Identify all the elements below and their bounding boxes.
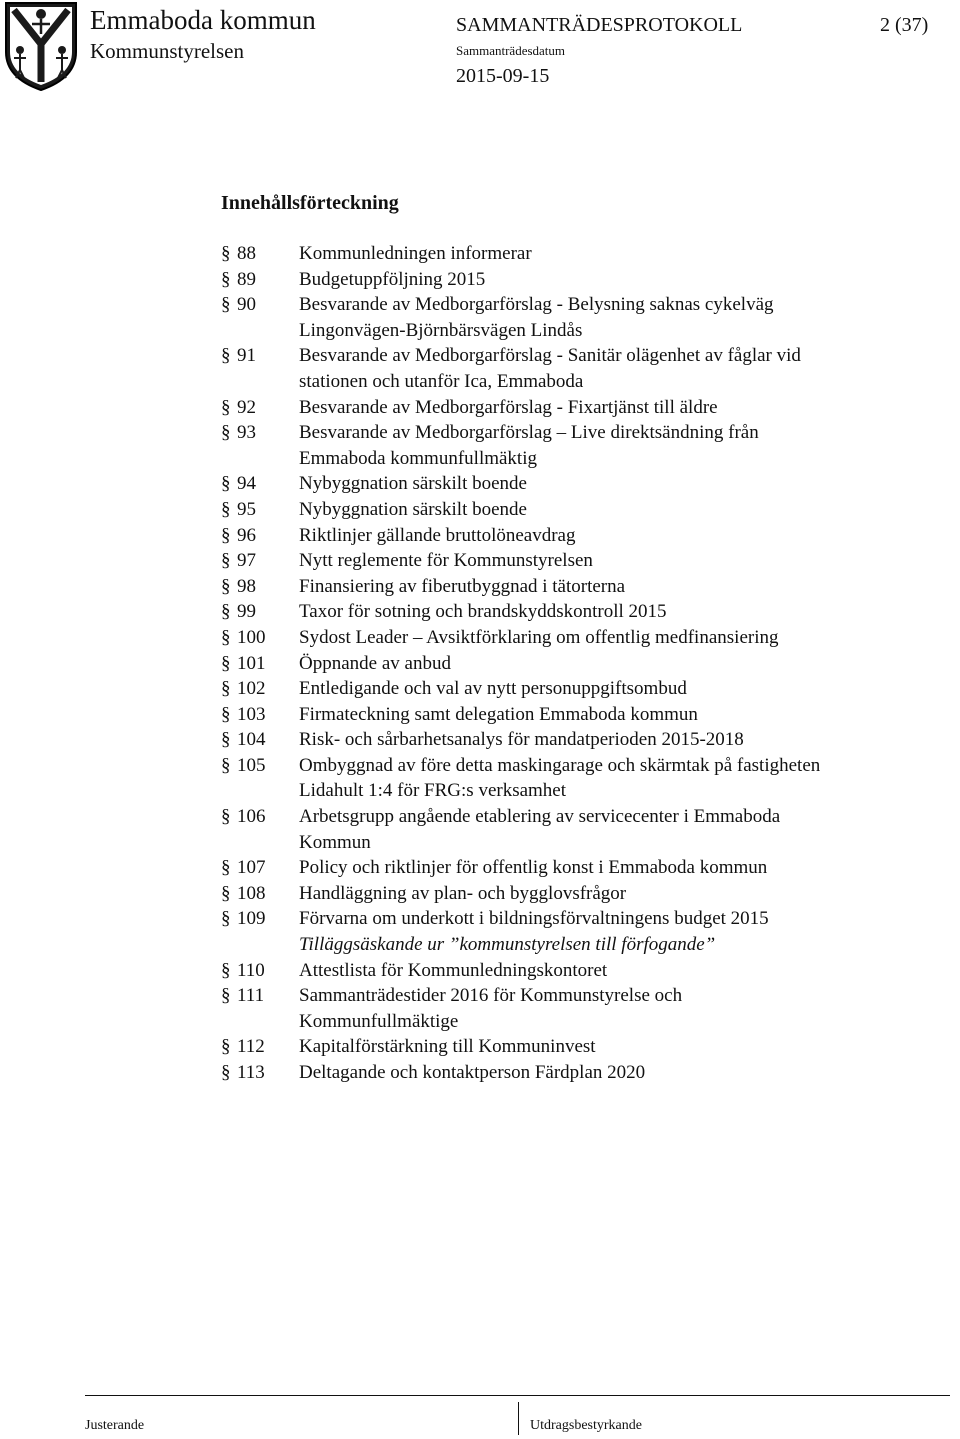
toc-item (221, 1034, 941, 1060)
section-symbol: § (221, 985, 231, 1007)
meeting-date-label: Sammanträdesdatum (456, 43, 566, 58)
toc-item (221, 471, 941, 497)
toc-item (221, 804, 941, 855)
toc-item-title (299, 727, 941, 753)
toc-item (221, 676, 941, 702)
toc-item-line: Budgetuppföljning 2015 (299, 268, 486, 290)
toc-item-title (299, 702, 941, 728)
toc-item-number: 100 (237, 626, 266, 648)
section-symbol: § (221, 908, 231, 930)
toc-item (221, 651, 941, 677)
toc-item-title (299, 651, 941, 677)
toc-item (221, 497, 941, 523)
toc-item-title (299, 497, 941, 523)
toc-item-title (299, 906, 941, 957)
toc-item-line: Nybyggnation särskilt boende (299, 473, 527, 495)
toc-item-number: 112 (237, 1036, 265, 1058)
toc-item-number: 111 (237, 985, 265, 1007)
toc-item (221, 292, 941, 343)
section-symbol: § (221, 396, 231, 418)
toc-item-title (299, 241, 941, 267)
toc-item-line: Besvarande av Medborgarförslag - Fixartjänst till äldre (299, 396, 718, 418)
toc-item-title (299, 881, 941, 907)
toc-item-line: Policy och riktlinjer för offentlig konst i Emmaboda kommun (299, 857, 768, 879)
toc-item-line: Firmateckning samt delegation Emmaboda kommun (299, 703, 698, 725)
toc-item (221, 599, 941, 625)
toc-item (221, 420, 941, 471)
section-symbol: § (221, 857, 231, 879)
toc-item-title (299, 983, 941, 1034)
toc-item-line: Riktlinjer gällande bruttolöneavdrag (299, 524, 576, 546)
toc-item (221, 881, 941, 907)
toc-item-line: Besvarande av Medborgarförslag – Live direktsändning från (299, 422, 759, 444)
toc-item-line: Ombyggnad av före detta maskingarage och skärmtak på fastigheten (299, 754, 821, 776)
toc-item-line: Arbetsgrupp angående etablering av servicecenter i Emmaboda (299, 806, 781, 828)
section-symbol: § (221, 294, 231, 316)
toc-item (221, 1060, 941, 1086)
toc-item-line: Taxor för sotning och brandskyddskontroll 2015 (299, 601, 667, 623)
toc-item-number: 88 (237, 243, 256, 264)
toc-item-number: 106 (237, 806, 266, 828)
toc-item-line: Kapitalförstärkning till Kommuninvest (299, 1036, 596, 1058)
section-symbol: § (221, 498, 231, 520)
toc-item-title (299, 523, 941, 549)
toc-item-line: Kommunfullmäktige (299, 1010, 459, 1032)
toc-item-line: Kommunledningen informerar (299, 243, 532, 264)
toc-item-number: 92 (237, 396, 256, 418)
toc-item-number: 110 (237, 959, 265, 981)
toc-item-title (299, 753, 941, 804)
toc-item-number: 104 (237, 729, 266, 751)
toc-item (221, 523, 941, 549)
toc-item-line: Nytt reglemente för Kommunstyrelsen (299, 550, 593, 572)
section-symbol: § (221, 1036, 231, 1058)
section-symbol: § (221, 959, 231, 981)
toc-item-number: 109 (237, 908, 266, 930)
toc-item-number: 113 (237, 1062, 265, 1083)
toc-item-number: 107 (237, 857, 266, 879)
toc-item-line: Handläggning av plan- och bygglovsfrågor (299, 882, 627, 904)
section-symbol: § (221, 243, 231, 264)
toc-item-number: 90 (237, 294, 256, 316)
footer-rule (85, 1395, 950, 1396)
section-symbol: § (221, 703, 231, 725)
section-symbol: § (221, 524, 231, 546)
organization-unit: Kommunstyrelsen (90, 39, 244, 63)
toc-item (221, 267, 941, 293)
toc-item-number: 97 (237, 550, 256, 572)
footer-justerande-label: Justerande (85, 1418, 145, 1433)
section-symbol: § (221, 806, 231, 828)
toc-item (221, 855, 941, 881)
toc-item-number: 105 (237, 754, 266, 776)
section-symbol: § (221, 652, 231, 674)
toc-item-number: 94 (237, 473, 256, 495)
toc-item-line: Öppnande av anbud (299, 652, 451, 674)
toc-item-number: 103 (237, 703, 266, 725)
footer-utdragsbestyrkande-label: Utdragsbestyrkande (530, 1418, 642, 1433)
toc-item-line: Besvarande av Medborgarförslag - Belysning saknas cykelväg (299, 294, 774, 316)
meeting-date: 2015-09-15 (456, 65, 550, 87)
toc-item-title (299, 1034, 941, 1060)
toc-item-title (299, 292, 941, 343)
organization-name: Emmaboda kommun (90, 5, 316, 35)
toc-item (221, 343, 941, 394)
section-symbol: § (221, 678, 231, 700)
toc-item-number: 89 (237, 268, 256, 290)
toc-item-line: Sydost Leader – Avsiktförklaring om offentlig medfinansiering (299, 626, 779, 648)
toc-item-number: 101 (237, 652, 266, 674)
toc-item-number: 91 (237, 345, 256, 367)
toc-item-title (299, 420, 941, 471)
section-symbol: § (221, 882, 231, 904)
toc-item-title (299, 548, 941, 574)
toc-item (221, 958, 941, 984)
toc-item (221, 548, 941, 574)
toc-item-title (299, 676, 941, 702)
toc-heading: Innehållsförteckning (221, 192, 399, 214)
toc-item-number: 95 (237, 498, 256, 520)
toc-item (221, 395, 941, 421)
toc-item-line: Lingonvägen-Björnbärsvägen Lindås (299, 319, 583, 341)
toc-item-number: 102 (237, 678, 266, 700)
toc-item-title (299, 804, 941, 855)
section-symbol: § (221, 626, 231, 648)
toc-item-line: Risk- och sårbarhetsanalys för mandatperioden 2015-2018 (299, 729, 744, 751)
toc-item (221, 625, 941, 651)
toc-item-title (299, 625, 941, 651)
toc-list (221, 241, 941, 1086)
toc-item-number: 98 (237, 575, 256, 597)
section-symbol: § (221, 422, 231, 444)
page-number: 2 (37) (880, 14, 929, 36)
toc-item-title (299, 855, 941, 881)
section-symbol: § (221, 473, 231, 495)
section-symbol: § (221, 550, 231, 572)
toc-item (221, 241, 941, 267)
toc-item-line: Finansiering av fiberutbyggnad i tätorterna (299, 575, 626, 597)
toc-item-number: 99 (237, 601, 256, 623)
toc-item-line: Besvarande av Medborgarförslag - Sanitär olägenhet av fåglar vid (299, 345, 801, 367)
toc-item-line: Kommun (299, 831, 371, 853)
toc-item-title (299, 395, 941, 421)
toc-item-line: Deltagande och kontaktperson Färdplan 2020 (299, 1062, 646, 1083)
toc-item (221, 574, 941, 600)
toc-item-number: 96 (237, 524, 256, 546)
toc-item-title (299, 574, 941, 600)
toc-item (221, 702, 941, 728)
toc-item-line: stationen och utanför Ica, Emmaboda (299, 370, 584, 392)
toc-item-number: 108 (237, 882, 266, 904)
toc-item-title (299, 958, 941, 984)
footer-divider (518, 1402, 519, 1435)
toc-item (221, 727, 941, 753)
toc-item-title (299, 267, 941, 293)
toc-item-title (299, 1060, 941, 1086)
toc-item-line: Förvarna om underkott i bildningsförvaltningens budget 2015 (299, 908, 769, 930)
section-symbol: § (221, 268, 231, 290)
toc-item (221, 906, 941, 957)
toc-item-line: Entledigande och val av nytt personuppgiftsombud (299, 678, 687, 700)
toc-item-line: Attestlista för Kommunledningskontoret (299, 959, 608, 981)
section-symbol: § (221, 601, 231, 623)
toc-item-line: Lidahult 1:4 för FRG:s verksamhet (299, 780, 567, 802)
document-title: SAMMANTRÄDESPROTOKOLL (456, 14, 743, 36)
toc-item-line: Nybyggnation särskilt boende (299, 498, 527, 520)
toc-item-line: Emmaboda kommunfullmäktig (299, 447, 537, 469)
toc-item-number: 93 (237, 422, 256, 444)
section-symbol: § (221, 754, 231, 776)
toc-item (221, 983, 941, 1034)
section-symbol: § (221, 345, 231, 367)
toc-item-title (299, 471, 941, 497)
toc-item-title (299, 599, 941, 625)
toc-item-title (299, 343, 941, 394)
toc-item (221, 753, 941, 804)
section-symbol: § (221, 729, 231, 751)
section-symbol: § (221, 1062, 231, 1083)
toc-item-line: Sammanträdestider 2016 för Kommunstyrelse och (299, 985, 683, 1007)
toc-item-note: Tilläggsäskande ur ”kommunstyrelsen till förfogande” (299, 934, 716, 956)
municipal-coat-of-arms-icon (2, 0, 80, 92)
section-symbol: § (221, 575, 231, 597)
